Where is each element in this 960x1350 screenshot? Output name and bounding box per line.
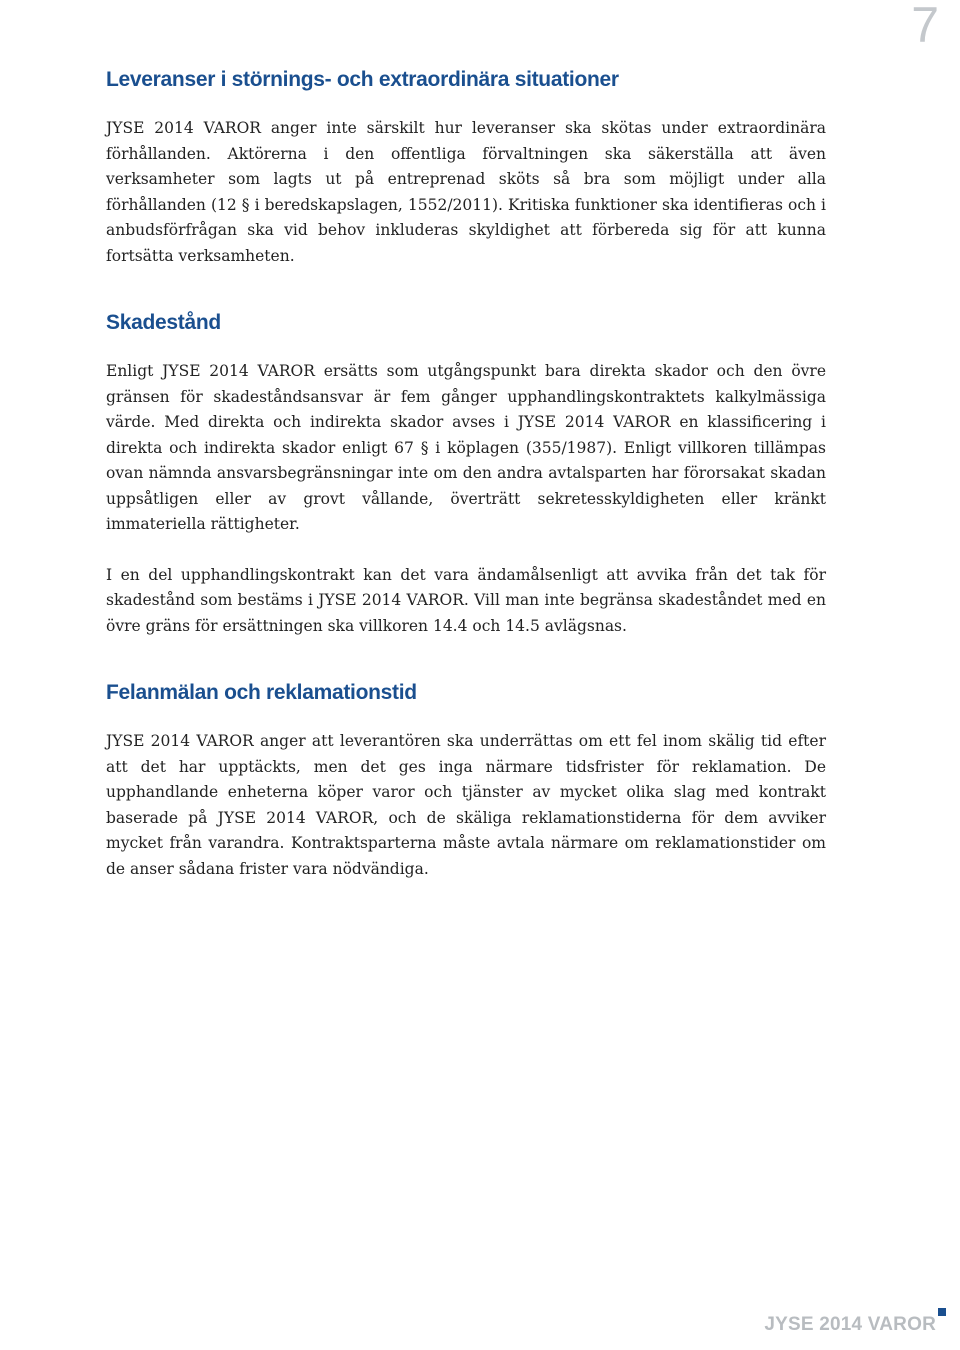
page-number: 7 bbox=[911, 0, 938, 53]
section-heading: Felanmälan och reklamationstid bbox=[106, 681, 417, 704]
document-body bbox=[106, 66, 826, 882]
section-defect-notification bbox=[106, 679, 826, 882]
section-damages bbox=[106, 309, 826, 639]
paragraph: JYSE 2014 VAROR anger att leverantören ska underrättas om ett fel inom skälig tid efter att det har upptäckts, men det ges inga närmare tidsfrister för reklamation. De upphandlande enheterna köper varor och tjänster av mycket olika slag med kontrakt baserade på JYSE 2014 VAROR, och de skäliga reklamationstiderna för dem avviker mycket från varandra. Kontraktsparterna måste avtala närmare om reklamationstider om de anser sådana frister vara nödvändiga. bbox=[106, 732, 826, 878]
section-deliveries-extraordinary bbox=[106, 66, 826, 269]
section-heading: Skadestånd bbox=[106, 311, 221, 334]
paragraph: I en del upphandlingskontrakt kan det vara ändamålsenligt att avvika från det tak för skadestånd som bestäms i JYSE 2014 VAROR. Vill man inte begränsa skadeståndet med en övre gräns för ersättningen ska villkoren 14.4 och 14.5 avlägsnas. bbox=[106, 565, 826, 635]
footer-square-mark bbox=[938, 1308, 946, 1316]
paragraph: JYSE 2014 VAROR anger inte särskilt hur leveranser ska skötas under extraordinära förhållanden. Aktörerna i den offentliga förvaltningen ska säkerställa att även verksamheter som lagts ut på entreprenad sköts så bra som möjligt under alla förhållanden (12 § i beredskapslagen, 1552/2011). Kritiska funktioner ska identifieras och i anbudsförfrågan ska vid behov inkluderas skyldighet att förbereda sig för att kunna fortsätta verksamheten. bbox=[106, 119, 826, 265]
footer-brand: JYSE 2014 VAROR bbox=[764, 1314, 936, 1335]
paragraph: Enligt JYSE 2014 VAROR ersätts som utgångspunkt bara direkta skador och den övre gränsen för skadeståndsansvar är fem gånger upphandlingskontraktets kalkylmässiga värde. Med direkta och indirekta skador avses i JYSE 2014 VAROR en klassificering i direkta och indirekta skador enligt 67 § i köplagen (355/1987). Enligt villkoren tillämpas ovan nämnda ansvarsbegränsningar inte om den andra avtalsparten har förorsakat skadan uppsåtligen eller av grovt vållande, överträtt sekretesskyldigheten eller kränkt immateriella rättigheter. bbox=[106, 362, 826, 533]
section-heading: Leveranser i störnings- och extraordinära situationer bbox=[106, 68, 619, 91]
